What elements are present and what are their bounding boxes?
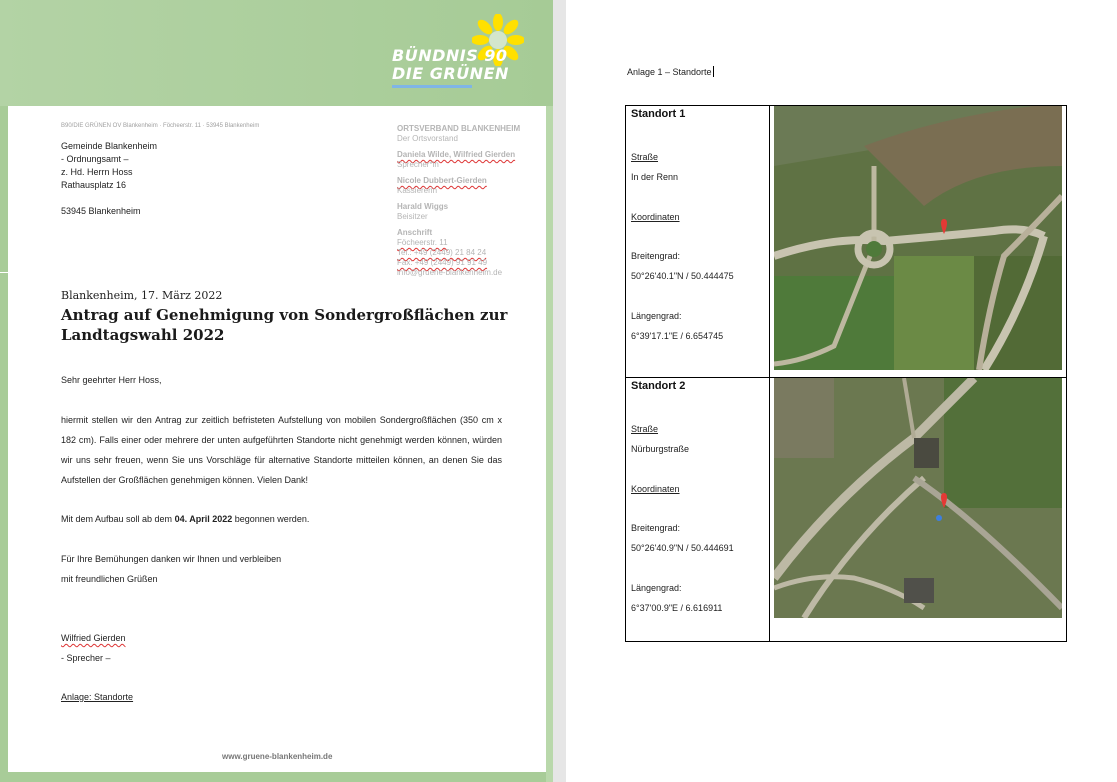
longitude-label: Längengrad: bbox=[631, 311, 682, 321]
org-fax: Fax: +49 (2449) 91 91 49 bbox=[397, 258, 488, 267]
aufbau-pre: Mit dem Aufbau soll ab dem bbox=[61, 514, 175, 524]
aufbau-date: 04. April 2022 bbox=[174, 514, 233, 524]
org-street: Föcheerstr. 11 bbox=[397, 238, 448, 247]
site-title: Standort 2 bbox=[631, 380, 686, 392]
page-edge bbox=[546, 106, 553, 782]
street-value: Nürburgstraße bbox=[631, 444, 690, 454]
recipient-line bbox=[61, 192, 157, 205]
recipient-line: z. Hd. Herrn Hoss bbox=[61, 167, 133, 177]
recipient-address bbox=[61, 140, 157, 218]
aufbau-line bbox=[61, 514, 309, 524]
recipient-line: Rathausplatz 16 bbox=[61, 180, 127, 190]
org-anschrift-label: Anschrift bbox=[397, 228, 433, 237]
site-info-cell[interactable] bbox=[626, 106, 770, 378]
site-info-cell[interactable] bbox=[626, 378, 770, 642]
standorte-table bbox=[625, 105, 1067, 642]
org-role-2: Kassiererin bbox=[397, 186, 438, 195]
table-row bbox=[626, 106, 1067, 378]
closing-line-2: mit freundlichen Grüßen bbox=[61, 574, 158, 584]
letter-body: hiermit stellen wir den Antrag zur zeitlich befristeten Aufstellung von mobilen Sondergroßflächen (350 cm x 182 cm). Falls einer oder mehrere der unten aufgeführten Standorte nicht genehmigt werden können, würden wir uns sehr freuen, wenn Sie uns Vorschläge für alternative Standorte mitteilen können, an denen Sie das Aufstellen der Großflächen genehmigen können. Vielen Dank! bbox=[61, 415, 502, 485]
recipient-line: Gemeinde Blankenheim bbox=[61, 141, 158, 151]
org-sub: Der Ortsvorstand bbox=[397, 134, 458, 143]
anlage-heading[interactable] bbox=[627, 66, 714, 77]
site-map-cell bbox=[770, 106, 1067, 378]
org-person-1: Daniela Wilde, Wilfried Gierden bbox=[397, 150, 516, 159]
logo-underline bbox=[392, 85, 472, 88]
salutation: Sehr geehrter Herr Hoss, bbox=[61, 375, 162, 385]
satellite-map-image[interactable] bbox=[774, 106, 1062, 370]
letter-title: Antrag auf Genehmigung von Sondergroßflächen zur Landtagswahl 2022 bbox=[61, 306, 508, 344]
org-tel: Tel.: +49 (2449) 21 84 24 bbox=[397, 248, 487, 257]
site-title: Standort 1 bbox=[631, 108, 686, 120]
aufbau-post: begonnen werden. bbox=[232, 514, 310, 524]
text-cursor bbox=[713, 66, 714, 77]
table-row bbox=[626, 378, 1067, 642]
logo-line-1: BÜNDNIS 90 bbox=[392, 46, 508, 65]
site-map-cell bbox=[770, 378, 1067, 642]
latitude-value: 50°26'40.1"N / 50.444475 bbox=[631, 271, 734, 281]
street-value: In der Renn bbox=[631, 172, 679, 182]
org-info bbox=[397, 124, 520, 278]
sender-line: B90/DIE GRÜNEN OV Blankenheim · Föcheerstr. 11 · 53945 Blankenheim bbox=[61, 123, 260, 129]
letter-page bbox=[0, 0, 553, 782]
coords-label: Koordinaten bbox=[631, 212, 680, 222]
closing-line-1: Für Ihre Bemühungen danken wir Ihnen und verbleiben bbox=[61, 554, 282, 564]
street-label: Straße bbox=[631, 152, 659, 162]
satellite-map-image[interactable] bbox=[774, 378, 1062, 618]
signature-name-text: Wilfried Gierden bbox=[61, 633, 126, 643]
longitude-label: Längengrad: bbox=[631, 583, 682, 593]
recipient-line: 53945 Blankenheim bbox=[61, 206, 141, 216]
anlage-heading-text: Anlage 1 – Standorte bbox=[627, 67, 712, 77]
org-person-3: Harald Wiggs bbox=[397, 202, 449, 211]
signature-name bbox=[61, 633, 126, 643]
fold-mark bbox=[0, 272, 8, 273]
latitude-label: Breitengrad: bbox=[631, 523, 681, 533]
org-role-3: Beisitzer bbox=[397, 212, 428, 221]
org-role-1: Sprecher*in bbox=[397, 160, 439, 169]
longitude-value: 6°37'00.9"E / 6.616911 bbox=[631, 603, 723, 613]
coords-label: Koordinaten bbox=[631, 484, 680, 494]
street-label: Straße bbox=[631, 424, 659, 434]
recipient-line: - Ordnungsamt – bbox=[61, 154, 129, 164]
letter-date: Blankenheim, 17. März 2022 bbox=[61, 289, 223, 302]
latitude-label: Breitengrad: bbox=[631, 251, 681, 261]
party-logo bbox=[392, 14, 528, 94]
anlage-reference: Anlage: Standorte bbox=[61, 692, 134, 702]
org-name: ORTSVERBAND BLANKENHEIM bbox=[397, 124, 521, 133]
signature-role: - Sprecher – bbox=[61, 653, 111, 663]
longitude-value: 6°39'17.1"E / 6.654745 bbox=[631, 331, 724, 341]
latitude-value: 50°26'40.9"N / 50.444691 bbox=[631, 543, 734, 553]
footer-url[interactable]: www.gruene-blankenheim.de bbox=[222, 752, 333, 761]
org-email[interactable]: info@gruene-blankenheim.de bbox=[397, 268, 503, 277]
org-person-2: Nicole Dubbert-Gierden bbox=[397, 176, 487, 185]
logo-line-2: DIE GRÜNEN bbox=[392, 64, 509, 83]
